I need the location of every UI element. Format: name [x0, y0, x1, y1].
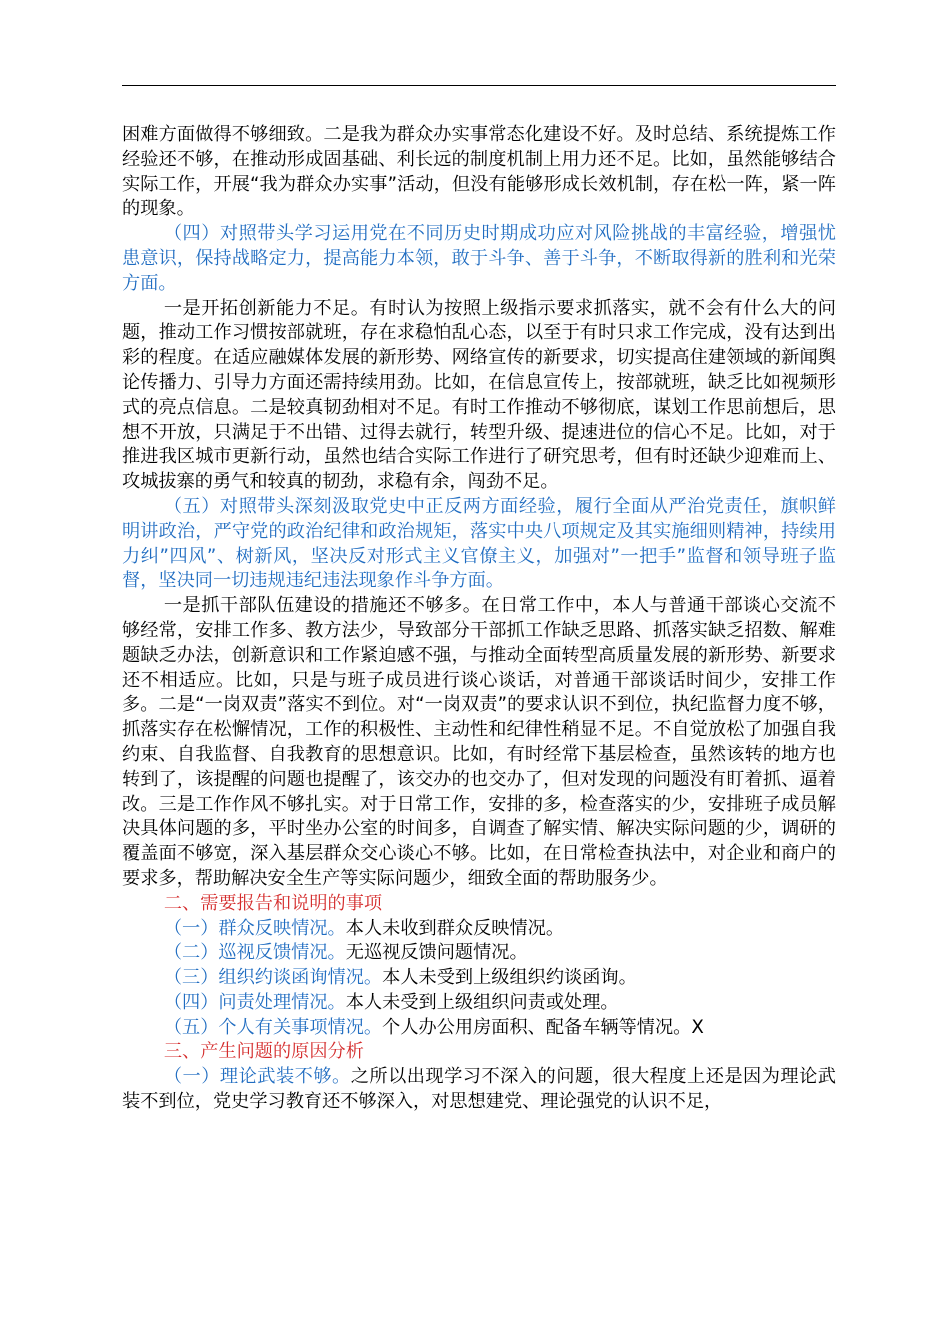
item-label: （五）个人有关事项情况。	[163, 1016, 383, 1038]
document-body	[122, 123, 836, 1115]
item-label: （一）群众反映情况。	[163, 917, 346, 939]
item-text: 本人未受到上级组织约谈函询。	[382, 967, 637, 989]
paragraph-innovation	[122, 297, 836, 495]
item-text: 之所以出现学习不深入的问题，很大程度上还是因为理论武装不到位，党史学习教育还不够深入，对思想建党、理论强党的认识不足，	[122, 1066, 836, 1113]
paragraph-text: 一是抓干部队伍建设的措施还不够多。在日常工作中，本人与普通干部谈心交流不够经常，安排工作多、教方法少，导致部分干部抓工作缺乏思路、抓落实缺乏招数、解难题缺乏办法，创新意识和工作紧迫感不强，与推动全面转型高质量发展的新形势、新要求还不相适应。比如，只是与班子成员进行谈心谈话，对普通干部谈话时间少，安排工作多。二是“一岗双责”落实不到位。对“一岗双责”的要求认识不到位，执纪监督力度不够，抓落实存在松懈情况，工作的积极性、主动性和纪律性稍显不足。不自觉放松了加强自我约束、自我监督、自我教育的思想意识。比如，有时经常下基层检查，虽然该转的地方也转到了，该提醒的问题也提醒了，该交办的也交办了，但对发现的问题没有盯着抓、逼着改。三是工作作风不够扎实。对于日常工作，安排的多，检查落实的少，安排班子成员解决具体问题的多，平时坐办公室的时间多，自调查了解实情、解决实际问题的少，调研的覆盖面不够宽，深入基层群众交心谈心不够。比如，在日常检查执法中，对企业和商户的要求多，帮助解决安全生产等实际问题少，细致全面的帮助服务少。	[122, 595, 836, 889]
item-label: （四）问责处理情况。	[163, 991, 346, 1013]
report-item-1	[122, 917, 836, 942]
heading-text: （四）对照带头学习运用党在不同历史时期成功应对风险挑战的丰富经验，增强忧患意识，保持战略定力，提高能力本领，敢于斗争、善于斗争，不断取得新的胜利和光荣方面。	[122, 223, 836, 294]
report-item-5	[122, 1016, 836, 1041]
item-label: （一）理论武装不够。	[163, 1066, 351, 1088]
paragraph-text: 一是开拓创新能力不足。有时认为按照上级指示要求抓落实，就不会有什么大的问题，推动工作习惯按部就班，存在求稳怕乱心态，以至于有时只求工作完成，没有达到出彩的程度。在适应融媒体发展的新形势、网络宣传的新要求，切实提高住建领域的新闻舆论传播力、引导力方面还需持续用劲。比如，在信息宣传上，按部就班，缺乏比如视频形式的亮点信息。二是较真韧劲相对不足。有时工作推动不够彻底，谋划工作思前想后，思想不开放，只满足于不出错、过得去就行，转型升级、提速进位的信心不足。比如，对于推进我区城市更新行动，虽然也结合实际工作进行了研究思考，但有时还缺少迎难而上、攻城拔寨的勇气和较真的韧劲，求稳有余，闯劲不足。	[122, 297, 836, 493]
section-heading-4	[122, 222, 836, 296]
chapter-heading-2	[122, 892, 836, 917]
chapter-heading-3	[122, 1040, 836, 1065]
heading-text: 二、需要报告和说明的事项	[163, 892, 383, 914]
heading-text: （五）对照带头深刻汲取党史中正反两方面经验，履行全面从严治党责任，旗帜鲜明讲政治，严守党的政治纪律和政治规矩，落实中央八项规定及其实施细则精神，持续用力纠”四风”、树新风，坚决反对形式主义官僚主义，加强对”一把手”监督和领导班子监督，坚决同一切违规违纪违法现象作斗争方面。	[122, 495, 836, 592]
item-text: 个人办公用房面积、配备车辆等情况。X	[382, 1016, 704, 1038]
paragraph-cadre-building	[122, 594, 836, 892]
paragraph-continuation	[122, 123, 836, 222]
report-item-2	[122, 941, 836, 966]
item-text: 本人未受到上级组织问责或处理。	[345, 991, 619, 1013]
report-item-3	[122, 966, 836, 991]
item-label: （三）组织约谈函询情况。	[163, 967, 383, 989]
cause-item-1	[122, 1065, 836, 1115]
section-heading-5	[122, 495, 836, 594]
item-label: （二）巡视反馈情况。	[163, 942, 346, 964]
paragraph-text: 困难方面做得不够细致。二是我为群众办实事常态化建设不好。及时总结、系统提炼工作经验还不够，在推动形成固基础、利长远的制度机制上用力还不足。比如，虽然能够结合实际工作，开展“我为群众办实事”活动，但没有能够形成长效机制，存在松一阵，紧一阵的现象。	[122, 124, 836, 220]
item-text: 无巡视反馈问题情况。	[345, 942, 528, 964]
header-rule	[122, 85, 836, 86]
item-text: 本人未收到群众反映情况。	[345, 917, 565, 939]
report-item-4	[122, 991, 836, 1016]
heading-text: 三、产生问题的原因分析	[163, 1041, 364, 1063]
